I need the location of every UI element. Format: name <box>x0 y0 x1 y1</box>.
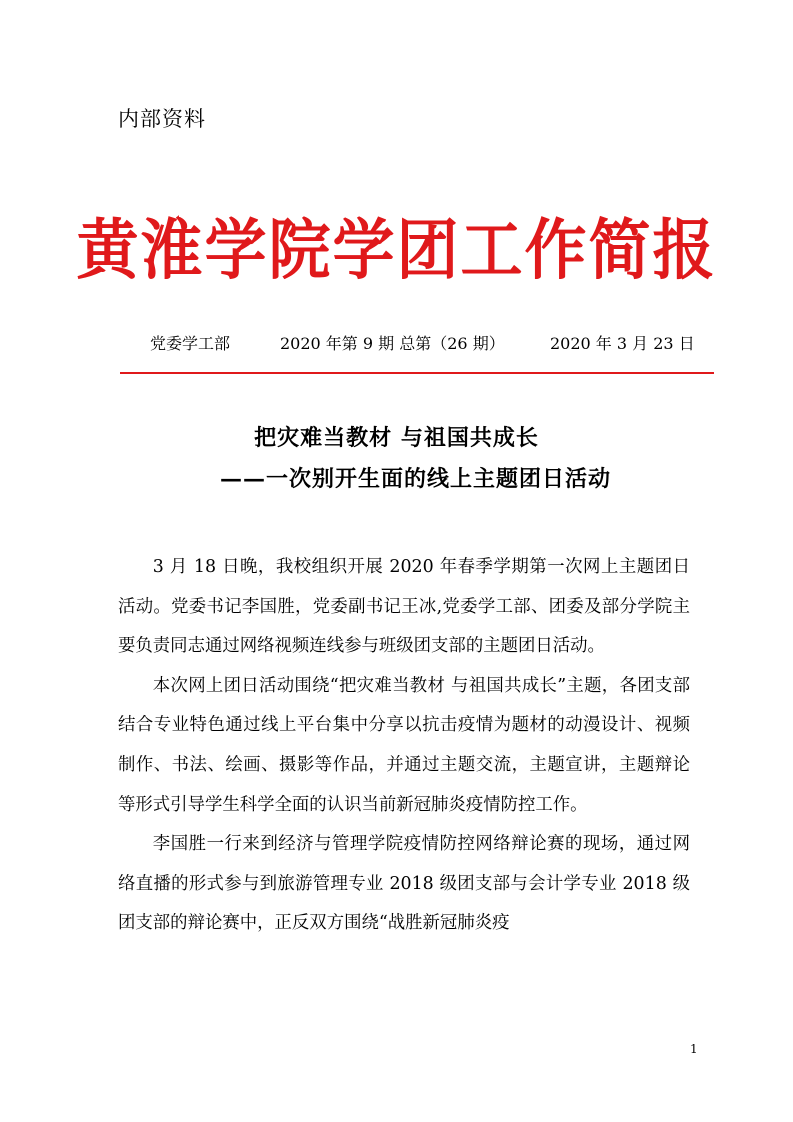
masthead-title: 黄淮学院学团工作简报 <box>76 211 717 289</box>
masthead-divider <box>120 372 714 374</box>
article-title: 把灾难当教材 与祖国共成长 <box>254 425 539 451</box>
issue-number: 2020 年第 9 期 总第（26 期） <box>280 334 505 353</box>
paragraph: 本次网上团日活动围绕“把灾难当教材 与祖国共成长”主题，各团支部结合专业特色通过线上平台集中分享以抗击疫情为题材的动漫设计、视频制作、书法、绘画、摄影等作品，并通过主题交流，主题宣讲，主题辩论等形式引导学生科学全面的认识当前新冠肺炎疫情防控工作。 <box>118 675 690 815</box>
article-subtitle: ——一次别开生面的线上主题团日活动 <box>220 466 612 492</box>
article-body <box>118 548 690 944</box>
classification-label: 内部资料 <box>118 107 206 131</box>
issue-date: 2020 年 3 月 23 日 <box>550 334 695 353</box>
paragraph: 李国胜一行来到经济与管理学院疫情防控网络辩论赛的现场，通过网络直播的形式参与到旅游管理专业 2018 级团支部与会计学专业 2018 级团支部的辩论赛中，正反双方围绕“战胜新冠肺炎疫 <box>118 834 690 934</box>
issue-department: 党委学工部 <box>150 334 231 353</box>
page-number: 1 <box>690 1042 698 1056</box>
paragraph: 3 月 18 日晚，我校组织开展 2020 年春季学期第一次网上主题团日活动。党委书记李国胜，党委副书记王冰,党委学工部、团委及部分学院主要负责同志通过网络视频连线参与班级团支部的主题团日活动。 <box>118 557 690 657</box>
